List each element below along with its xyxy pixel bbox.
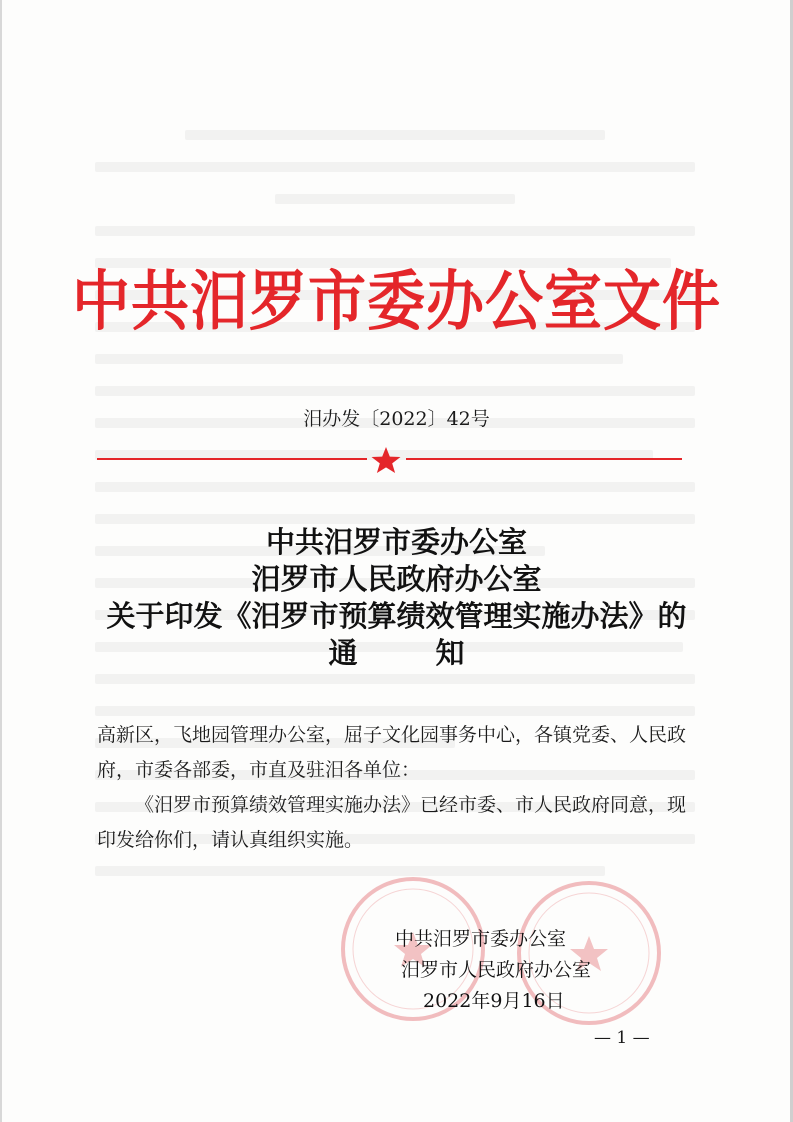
red-rule-right xyxy=(406,458,682,460)
signatory-government-office: 汨罗市人民政府办公室 xyxy=(401,959,592,981)
title-line-notice: 通知 xyxy=(328,636,543,670)
document-number: 汨办发〔2022〕42号 xyxy=(303,408,490,430)
notice-title xyxy=(0,524,793,672)
document-masthead: 中共汨罗市委办公室文件 xyxy=(71,262,721,340)
recipients-paragraph: 高新区，飞地园管理办公室，屈子文化园事务中心，各镇党委、人民政府，市委各部委，市直及驻汨各单位： xyxy=(97,724,687,781)
red-star-icon xyxy=(370,446,402,474)
main-paragraph: 《汨罗市预算绩效管理实施办法》已经市委、市人民政府同意，现印发给你们，请认真组织实施。 xyxy=(97,794,687,851)
red-rule-left xyxy=(97,458,367,460)
title-line-issuer-1: 中共汨罗市委办公室 xyxy=(265,525,527,559)
title-line-issuer-2: 汨罗市人民政府办公室 xyxy=(251,562,542,596)
notice-body xyxy=(97,718,697,858)
page-number: — 1 — xyxy=(594,1028,650,1048)
issue-date: 2022年9月16日 xyxy=(423,990,565,1012)
signatory-party-office: 中共汨罗市委办公室 xyxy=(395,928,567,950)
title-line-subject: 关于印发《汨罗市预算绩效管理实施办法》的 xyxy=(106,599,687,633)
signature-block xyxy=(395,924,615,1017)
